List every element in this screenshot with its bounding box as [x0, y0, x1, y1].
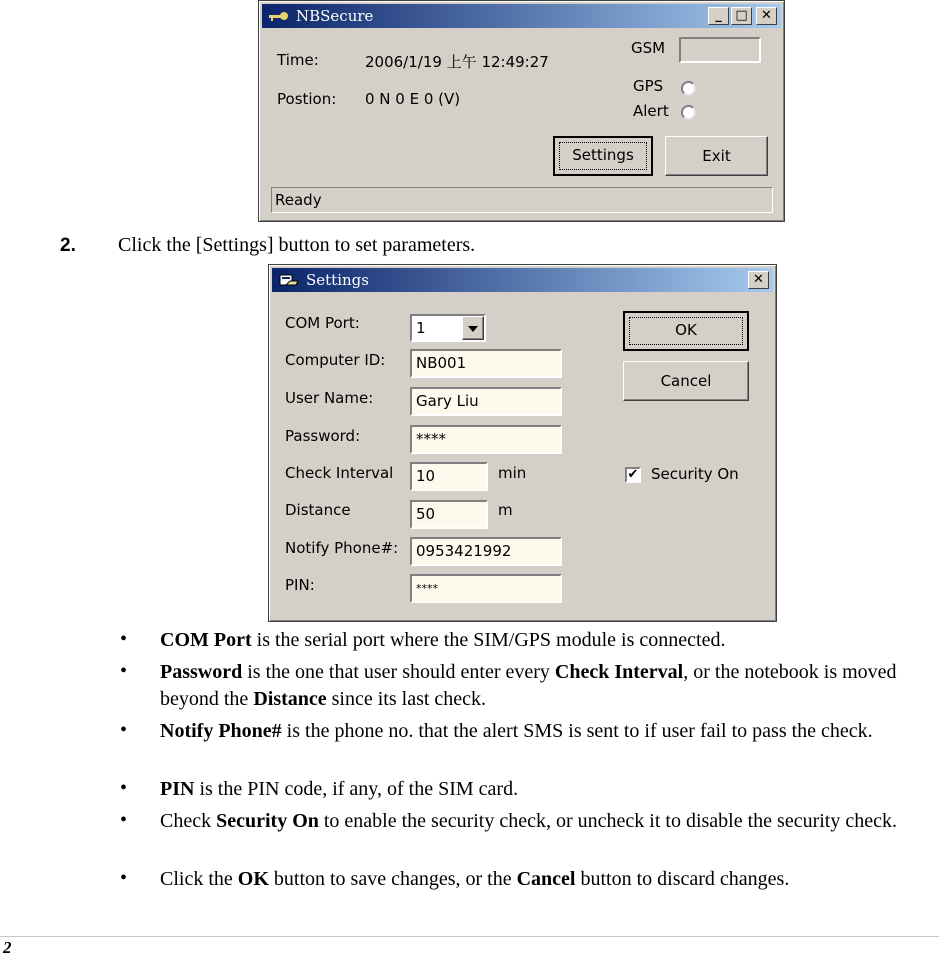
alert-indicator: [681, 105, 696, 120]
bullet-item: [160, 718, 939, 745]
bullet-glyph: •: [120, 628, 128, 650]
nbsecure-titlebar[interactable]: [262, 4, 781, 28]
user-name-label: User Name:: [285, 389, 374, 407]
key-icon: [268, 9, 290, 23]
pin-input[interactable]: [410, 574, 562, 603]
bullet-bold: COM Port: [160, 629, 252, 651]
bullet-bold: Distance: [253, 688, 327, 710]
security-on-checkbox[interactable]: [625, 467, 641, 483]
time-label: Time:: [277, 51, 319, 69]
bullet-text: since its last check.: [326, 688, 487, 710]
bullet-item: [160, 808, 939, 835]
page-number: 2: [3, 938, 12, 957]
notify-phone-input[interactable]: [410, 537, 562, 566]
bullet-text: button to save changes, or the: [268, 868, 517, 890]
bullet-item: [160, 776, 939, 803]
nbsecure-window: [258, 0, 785, 222]
bullet-glyph: •: [120, 777, 128, 799]
bullet-bold: Password: [160, 661, 243, 683]
computer-id-input[interactable]: [410, 349, 562, 378]
com-port-dropdown-button[interactable]: [462, 316, 484, 340]
bullet-glyph: •: [120, 660, 128, 682]
position-label: Postion:: [277, 90, 337, 108]
settings-app-icon: [278, 273, 300, 287]
bullet-text: , or the notebook is moved beyond the: [160, 661, 897, 710]
settings-button-label: Settings: [572, 146, 634, 164]
bullet-bold: PIN: [160, 778, 195, 800]
bullet-text: Click the: [160, 868, 238, 890]
bullet-bold: Security On: [216, 810, 319, 832]
settings-titlebar[interactable]: [272, 268, 773, 292]
settings-window: [268, 264, 777, 622]
footer-rule: [0, 936, 939, 937]
notify-phone-label: Notify Phone#:: [285, 539, 399, 557]
step-number: 2.: [60, 235, 76, 256]
status-text: Ready: [275, 191, 322, 209]
bullet-text: to enable the security check, or uncheck it to disable the security check.: [318, 810, 897, 832]
check-interval-label: Check Interval: [285, 464, 394, 482]
bullet-item: [160, 866, 939, 893]
window-title: NBSecure: [296, 7, 374, 25]
ok-button[interactable]: [623, 311, 749, 351]
user-name-value: Gary Liu: [416, 392, 479, 410]
notify-phone-value: 0953421992: [416, 542, 512, 560]
distance-value: 50: [416, 505, 436, 523]
computer-id-value: NB001: [416, 354, 467, 372]
ok-button-label: OK: [675, 321, 697, 339]
status-bar: [271, 187, 773, 213]
bullet-text: Check: [160, 810, 217, 832]
chevron-down-icon: [467, 325, 479, 333]
cancel-button-label: Cancel: [660, 372, 712, 390]
cancel-button[interactable]: [623, 361, 749, 401]
distance-label: Distance: [285, 501, 351, 519]
position-value: 0 N 0 E 0 (V): [365, 90, 461, 108]
computer-id-label: Computer ID:: [285, 351, 386, 369]
settings-button[interactable]: [553, 136, 653, 176]
gps-indicator: [681, 81, 696, 96]
time-value: 2006/1/19 上午 12:49:27: [365, 53, 549, 71]
bullet-bold: OK: [237, 868, 269, 890]
com-port-value: 1: [416, 319, 426, 337]
security-on-label[interactable]: Security On: [651, 465, 739, 483]
settings-close-button[interactable]: ✕: [748, 271, 769, 289]
bullet-text: is the phone no. that the alert SMS is sent to if user fail to pass the check.: [281, 720, 873, 742]
password-input[interactable]: [410, 425, 562, 454]
alert-label: Alert: [633, 102, 669, 120]
gps-label: GPS: [633, 77, 664, 95]
bullet-bold: Notify Phone#: [160, 720, 282, 742]
bullet-item: [160, 627, 939, 654]
bullet-bold: Cancel: [516, 868, 576, 890]
com-port-select[interactable]: [410, 314, 486, 342]
exit-button-label: Exit: [702, 147, 731, 165]
bullet-glyph: •: [120, 809, 128, 831]
bullet-glyph: •: [120, 867, 128, 889]
password-value: ****: [416, 430, 446, 448]
bullet-text: button to discard changes.: [575, 868, 790, 890]
maximize-button[interactable]: □: [731, 7, 752, 25]
bullet-text: is the one that user should enter every: [242, 661, 555, 683]
gsm-field: [679, 37, 761, 63]
distance-unit: m: [498, 501, 513, 519]
pin-value: ****: [416, 582, 438, 595]
step-text: Click the [Settings] button to set parameters.: [118, 234, 476, 256]
password-label: Password:: [285, 427, 361, 445]
check-interval-value: 10: [416, 467, 436, 485]
check-interval-input[interactable]: [410, 462, 488, 491]
exit-button[interactable]: [665, 136, 768, 176]
distance-input[interactable]: [410, 500, 488, 529]
user-name-input[interactable]: [410, 387, 562, 416]
com-port-label: COM Port:: [285, 314, 360, 332]
checkmark-icon: ✔: [627, 467, 639, 482]
bullet-text: is the serial port where the SIM/GPS module is connected.: [251, 629, 726, 651]
gsm-label: GSM: [631, 39, 666, 57]
bullet-text: is the PIN code, if any, of the SIM card.: [194, 778, 519, 800]
pin-label: PIN:: [285, 576, 315, 594]
bullet-glyph: •: [120, 719, 128, 741]
bullet-bold: Check Interval: [554, 661, 684, 683]
settings-title: Settings: [306, 271, 369, 289]
bullet-item: [160, 659, 939, 713]
check-interval-unit: min: [498, 464, 527, 482]
close-button[interactable]: ✕: [756, 7, 777, 25]
minimize-button[interactable]: _: [708, 7, 729, 25]
